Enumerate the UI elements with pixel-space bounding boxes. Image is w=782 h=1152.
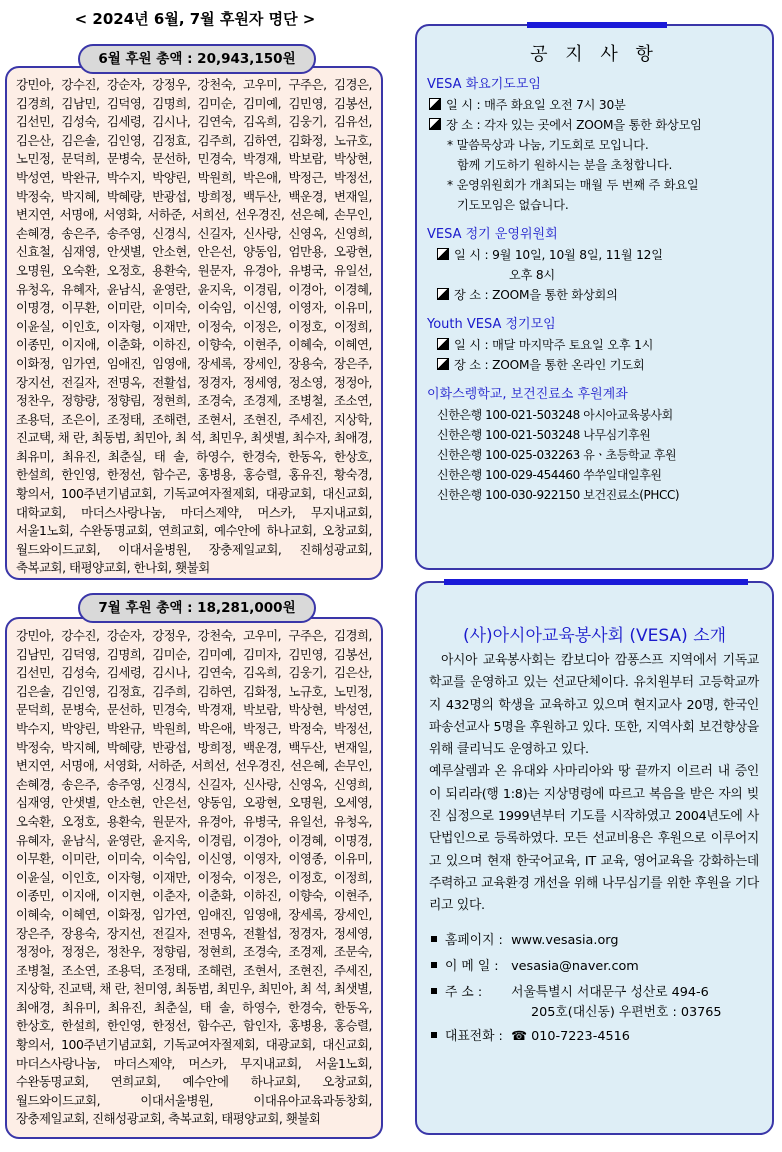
youth-when: 일 시 : 매달 마지막주 토요일 오후 1시	[427, 335, 772, 355]
committee-heading: VESA 정기 운영위원회	[427, 227, 558, 242]
account-item: 신한은행 100-021-503248 나무심기후원	[437, 428, 651, 442]
checkbox-icon	[437, 338, 449, 350]
prayer-note-2b: 기도모임은 없습니다.	[457, 198, 569, 212]
committee-when: 일 시 : 9월 10일, 10월 8일, 11월 12일	[427, 245, 772, 265]
checkbox-icon	[437, 358, 449, 370]
address-line-2: 205호(대신동) 우편번호 : 03765	[531, 1004, 722, 1020]
prayer-heading: VESA 화요기도모임	[427, 77, 541, 92]
bullet-icon	[431, 1032, 437, 1038]
prayer-where: 장 소 : 각자 있는 곳에서 ZOOM을 통한 화상모임	[427, 115, 772, 135]
homepage-row	[431, 928, 772, 954]
email-link[interactable]: vesasia@naver.com	[511, 958, 639, 974]
prayer-when: 일 시 : 매주 화요일 오전 7시 30분	[427, 95, 772, 115]
prayer-note-1b: 함께 기도하기 원하시는 분을 초청합니다.	[457, 158, 673, 172]
notice-top-bar	[527, 22, 667, 28]
phone-number: ☎ 010-7223-4516	[511, 1028, 630, 1044]
account-item: 신한은행 100-021-503248 아시아교육봉사회	[437, 408, 673, 422]
address-line-1: 서울특별시 서대문구 성산로 494-6	[511, 984, 709, 1000]
june-donor-box	[5, 66, 383, 580]
intro-paragraph-2: 예루살렘과 온 유대와 사마리아와 땅 끝까지 이르러 내 증인이 되리라(행 1:8)는 지상명령에 따르고 복음을 받은 자의 빚진 심정으로 1999년부터 기도를 시작하였고 2004년도에 사단법인으로 등록하였다. 모든 선교비용은 후원으로 이루어지고 있으며 현재 한국어교육, IT 교육, 영어교육을 강화하는데 주력하고 교육환경 개선을 위해 나무심기를 위한 후원을 기다리고 있다.	[429, 764, 759, 914]
email-label: 이 메 일 :	[445, 958, 499, 974]
prayer-note-2a: * 운영위원회가 개최되는 매월 두 번째 주 화요일	[447, 178, 699, 192]
account-item: 신한은행 100-029-454460 쑤쑤일대일후원	[437, 468, 662, 482]
prayer-note-1a: * 말씀묵상과 나눔, 기도회로 모입니다.	[447, 138, 649, 152]
july-donor-list: 강민아, 강수진, 강순자, 강정우, 강천숙, 고우미, 구주은, 김경희, 김남민, 김덕영, 김명희, 김미순, 김미예, 김미자, 김민영, 김봉선, 김선민, 김성숙, 김세령, 김시나, 김연숙, 김옥희, 김웅기, 김은산, 김은솔, 김인영, 김정효, 김주희, 김하연, 김화정, 노규호, 노민정, 문덕희, 문병숙, 문선하, 민경숙, 박경재, 박보람, 박상현, 박성연, 박수지, 박양린, 박완규, 박원희, 박은애, 박정근, 박정숙, 박정선, 박정숙, 박지혜, 박혜량, 반광섭, 방희정, 백운경, 백두산, 변재일, 변지연, 서명애, 서영화, 서하준, 서희선, 선우경진, 선은혜, 손무인, 손혜경, 송은주, 송주영, 신경식, 신길자, 신사랑, 신영옥, 신영희, 심재영, 안샛별, 안소현, 안은선, 양동임, 오광현, 오명원, 오세영, 오숙환, 오정호, 용환숙, 원문자, 유경아, 유병국, 유일선, 유청옥, 유혜자, 윤남식, 윤영란, 윤지욱, 이경림, 이경아, 이경혜, 이명경, 이무환, 이미란, 이미숙, 이숙임, 이신영, 이영자, 이영종, 이유미, 이윤실, 이인호, 이자형, 이재만, 이정숙, 이정은, 이정호, 이정희, 이종민, 이지애, 이지현, 이춘자, 이춘화, 이하진, 이향숙, 이현주, 이혜숙, 이혜연, 이화정, 임가연, 임애진, 임영애, 장세록, 장세인, 장은주, 장용숙, 장지선, 전길자, 전명옥, 전활섭, 정경자, 정세영, 정정아, 정정은, 정찬우, 정향림, 정현희, 조경숙, 조경제, 조문숙, 조병철, 조소연, 조용덕, 조정태, 조해련, 조현서, 조현진, 주세진, 지상학, 진교택, 채 란, 천미영, 최동범, 최민우, 최민아, 최 석, 최샛별, 최애경, 최유미, 최유진, 최춘실, 태 솔, 하영수, 한경숙, 한동옥, 한상호, 한설희, 한인영, 한정선, 함수곤, 함인자, 홍병용, 홍승렬, 황의서, 100주년기념교회, 기독교여자절제회, 대광교회, 대신교회, 마더스사랑나눔, 마더스제약, 머스카, 무지내교회, 서울1노회, 수완동명교회, 연희교회, 예수안에 하나교회, 오창교회, 월드와이드교회, 이대서울병원, 이대유아교육과동창회, 장충제일교회, 진해성광교회, 축복교회, 태평양교회, 횃불회	[16, 628, 372, 1127]
intro-title: (사)아시아교육봉사회 (VESA) 소개	[462, 626, 727, 646]
july-donor-box	[5, 617, 383, 1139]
checkbox-icon	[429, 98, 441, 110]
youth-where: 장 소 : ZOOM을 통한 온라인 기도회	[427, 355, 772, 375]
intro-box	[415, 581, 774, 1135]
intro-top-bar	[444, 579, 748, 585]
checkbox-icon	[437, 288, 449, 300]
accounts-heading: 이화스렝학교, 보건진료소 후원계좌	[427, 387, 628, 402]
account-item: 신한은행 100-030-922150 보건진료소(PHCC)	[437, 488, 680, 502]
june-total-label: 6월 후원 총액 : 20,943,150원	[78, 44, 316, 74]
homepage-link[interactable]: www.vesasia.org	[511, 932, 619, 948]
committee-where: 장 소 : ZOOM을 통한 화상회의	[427, 285, 772, 305]
committee-when-2: 오후 8시	[509, 268, 555, 282]
account-item: 신한은행 100-025-032263 유ㆍ초등학교 후원	[437, 448, 677, 462]
july-total-label: 7월 후원 총액 : 18,281,000원	[78, 593, 316, 623]
notice-box	[415, 24, 774, 570]
address-label: 주 소 :	[445, 984, 483, 1000]
bullet-icon	[431, 936, 437, 942]
email-row	[431, 954, 772, 980]
june-donor-list: 강민아, 강수진, 강순자, 강정우, 강천숙, 고우미, 구주은, 김경은, 김경희, 김남민, 김덕영, 김명희, 김미순, 김미예, 김민영, 김봉선, 김선민, 김성숙, 김세령, 김시나, 김연숙, 김옥희, 김웅기, 김유선, 김은산, 김은솔, 김인영, 김정효, 김주희, 김하연, 김화정, 노규호, 노민정, 문덕희, 문병숙, 문선하, 민경숙, 박경재, 박보람, 박상현, 박성연, 박완규, 박수지, 박양린, 박원희, 박은애, 박정근, 박정선, 박정숙, 박지혜, 박혜량, 반광섭, 방희정, 백두산, 백운경, 변재일, 변지연, 서명애, 서영화, 서하준, 서희선, 선우경진, 선은혜, 손무인, 손혜경, 송은주, 송주영, 신경식, 신길자, 신사랑, 신영옥, 신영희, 신효철, 심재영, 안샛별, 안소현, 안은선, 양동임, 엄만용, 오광현, 오명원, 오숙환, 오정호, 용환숙, 원문자, 유경아, 유병국, 유일선, 유청옥, 유혜자, 윤남식, 윤영란, 윤지욱, 이경림, 이경아, 이경혜, 이명경, 이무환, 이미란, 이미숙, 이숙임, 이신영, 이영자, 이유미, 이윤실, 이인호, 이자형, 이재만, 이정숙, 이정은, 이정호, 이정희, 이종민, 이지애, 이춘화, 이하진, 이향숙, 이현주, 이혜숙, 이혜연, 이화정, 임가연, 임애진, 임영애, 장세록, 장세인, 장용숙, 장은주, 장지선, 전길자, 전명옥, 전활섭, 정경자, 정세영, 정소영, 정정아, 정찬우, 정향량, 정향림, 정현희, 조경숙, 조경제, 조병철, 조소연, 조용덕, 조은이, 조정태, 조해련, 조현서, 조현진, 주세진, 지상학, 진교택, 채 란, 최동범, 최민아, 최 석, 최민우, 최샛별, 최수자, 최애경, 최유미, 최유진, 최춘실, 태 솔, 하영수, 한경숙, 한동옥, 한상호, 한설희, 한인영, 한정선, 함수곤, 홍병용, 홍승렬, 홍유진, 황숙경, 황의서, 100주년기념교회, 기독교여자절제회, 대광교회, 대신교회, 대학교회, 마더스사랑나눔, 마더스제약, 머스카, 무지내교회, 서울1노회, 수완동명교회, 연희교회, 예수안에 하나교회, 오창교회, 월드와이드교회, 이대서울병원, 장충제일교회, 진해성광교회, 축복교회, 태평양교회, 한나회, 횃불회	[16, 77, 372, 576]
intro-text	[417, 650, 772, 918]
bullet-icon	[431, 988, 437, 994]
page-title: < 2024년 6월, 7월 후원자 명단 >	[74, 10, 316, 28]
phone-row	[431, 1024, 772, 1050]
bullet-icon	[431, 962, 437, 968]
homepage-label: 홈페이지 :	[445, 932, 503, 948]
contact-info	[417, 928, 772, 1050]
notice-title: 공 지 사 항	[530, 44, 659, 65]
youth-heading: Youth VESA 정기모임	[427, 317, 556, 332]
phone-label: 대표전화 :	[445, 1028, 503, 1044]
checkbox-icon	[437, 248, 449, 260]
checkbox-icon	[429, 118, 441, 130]
intro-paragraph-1: 아시아 교육봉사회는 캄보디아 깜퐁스프 지역에서 기독교 학교를 운영하고 있는 선교단체이다. 유치원부터 고등학교까지 432명의 학생을 교육하고 있으며 현지교사 20명, 한국인 파송선교사 5명을 후원하고 있다. 또한, 지역사회 보건향상을 위해 클리닉도 운영하고 있다.	[429, 653, 759, 758]
